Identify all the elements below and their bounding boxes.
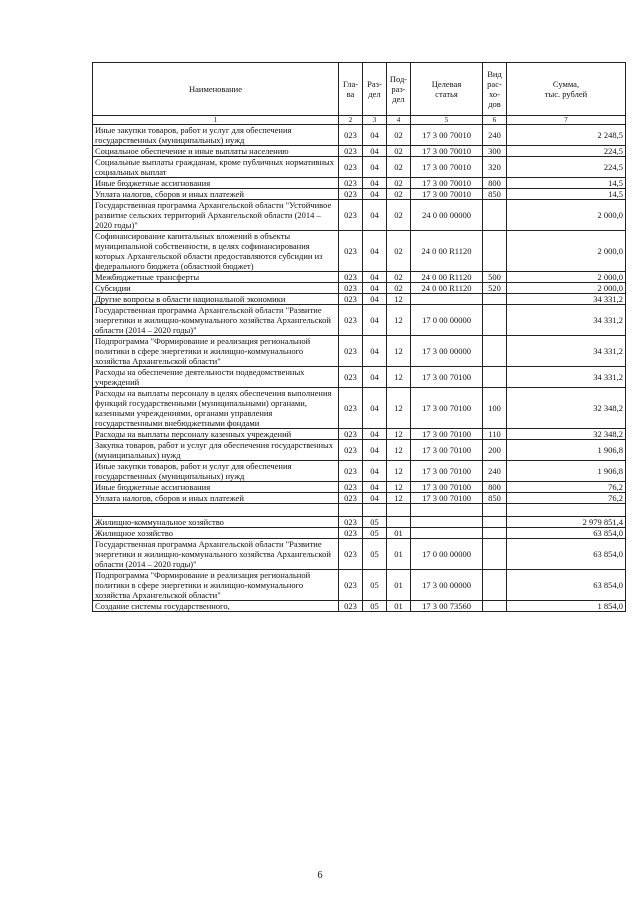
row-amount: 34 331,2 [507,367,626,388]
row-target: 24 0 00 00000 [411,200,483,231]
row-target: 17 3 00 70010 [411,178,483,189]
row-subsection: 02 [387,283,411,294]
row-name: Расходы на обеспечение деятельности подведомственных учреждений [93,367,339,388]
row-target [411,294,483,305]
row-target: 17 3 00 70100 [411,482,483,493]
table-row [93,493,626,504]
row-expense-type [483,601,507,612]
row-subsection: 12 [387,388,411,429]
row-chapter: 023 [339,336,363,367]
row-target: 17 3 00 00000 [411,336,483,367]
row-chapter: 023 [339,461,363,482]
table-row [93,528,626,539]
row-expense-type: 110 [483,429,507,440]
table-body [93,125,626,612]
row-name: Создание системы государственного, [93,601,339,612]
table-row [93,388,626,429]
row-amount: 63 854,0 [507,528,626,539]
row-name: Государственная программа Архангельской области "Развитие энергетики и жилищно-коммунального хозяйства Архангельской области (2014 – 2020 годы)" [93,539,339,570]
row-name: Государственная программа Архангельской области "Устойчивое развитие сельских территорий Архангельской области (2014 – 2020 годы)" [93,200,339,231]
row-chapter: 023 [339,429,363,440]
row-chapter: 023 [339,157,363,178]
row-section: 04 [363,305,387,336]
row-expense-type: 200 [483,440,507,461]
row-expense-type: 800 [483,482,507,493]
row-amount: 2 000,0 [507,283,626,294]
row-target: 17 3 00 70100 [411,388,483,429]
table-row [93,200,626,231]
row-section: 04 [363,200,387,231]
row-amount: 2 248,5 [507,125,626,146]
row-section: 04 [363,440,387,461]
row-subsection: 02 [387,200,411,231]
row-name: Другие вопросы в области национальной экономики [93,294,339,305]
row-expense-type [483,528,507,539]
row-section: 04 [363,283,387,294]
page-number: 6 [317,870,323,881]
column-number: 5 [411,116,483,125]
row-chapter: 023 [339,305,363,336]
table-row [93,294,626,305]
row-subsection [387,517,411,528]
table-row [93,146,626,157]
row-subsection [387,504,411,517]
row-target: 24 0 00 R1120 [411,231,483,272]
row-subsection: 12 [387,440,411,461]
row-target: 24 0 00 R1120 [411,272,483,283]
column-number: 3 [363,116,387,125]
row-amount: 1 854,0 [507,601,626,612]
row-section: 05 [363,528,387,539]
header-target: Целевая статья [411,63,483,116]
row-subsection: 12 [387,367,411,388]
row-amount: 32 348,2 [507,388,626,429]
row-subsection: 01 [387,528,411,539]
row-chapter: 023 [339,294,363,305]
row-chapter: 023 [339,601,363,612]
row-expense-type [483,336,507,367]
row-expense-type: 500 [483,272,507,283]
row-chapter: 023 [339,517,363,528]
column-number: 1 [93,116,339,125]
row-section: 04 [363,157,387,178]
row-name: Социальные выплаты гражданам, кроме публичных нормативных социальных выплат [93,157,339,178]
row-name: Иные бюджетные ассигнования [93,178,339,189]
row-target: 24 0 00 R1120 [411,283,483,294]
header-expense-type: Вид рас- хо- дов [483,63,507,116]
table-row [93,125,626,146]
row-expense-type: 520 [483,283,507,294]
row-section: 04 [363,493,387,504]
row-subsection: 02 [387,272,411,283]
row-amount: 224,5 [507,146,626,157]
row-chapter: 023 [339,482,363,493]
row-name: Софинансирование капитальных вложений в объекты муниципальной собственности, в целях софинансирования которых Архангельской области предоставляются субсидии из федерального бюджета (областной бюджет) [93,231,339,272]
table-row [93,461,626,482]
row-target: 17 3 00 70100 [411,429,483,440]
row-expense-type [483,517,507,528]
row-amount: 2 000,0 [507,231,626,272]
row-section: 04 [363,146,387,157]
table-row [93,189,626,200]
row-name: Уплата налогов, сборов и иных платежей [93,189,339,200]
row-name: Государственная программа Архангельской области "Развитие энергетики и жилищно-коммунального хозяйства Архангельской области (2014 – 2020 годы)" [93,305,339,336]
column-number: 6 [483,116,507,125]
row-subsection: 02 [387,125,411,146]
row-section: 04 [363,189,387,200]
row-amount: 2 000,0 [507,200,626,231]
document-page [92,62,625,612]
row-name: Субсидии [93,283,339,294]
table-row [93,504,626,517]
row-target: 17 3 00 70010 [411,157,483,178]
column-number: 7 [507,116,626,125]
row-name: Социальное обеспечение и иные выплаты населению [93,146,339,157]
table-row [93,539,626,570]
column-number: 2 [339,116,363,125]
row-expense-type: 850 [483,493,507,504]
row-expense-type [483,367,507,388]
row-chapter: 023 [339,146,363,157]
row-subsection: 12 [387,305,411,336]
row-section: 04 [363,482,387,493]
row-amount: 76,2 [507,482,626,493]
table-row [93,231,626,272]
row-name: Уплата налогов, сборов и иных платежей [93,493,339,504]
row-chapter: 023 [339,367,363,388]
row-amount: 2 979 851,4 [507,517,626,528]
row-expense-type [483,570,507,601]
row-target: 17 3 00 70100 [411,461,483,482]
table-row [93,429,626,440]
row-chapter: 023 [339,272,363,283]
row-amount: 2 000,0 [507,272,626,283]
row-subsection: 01 [387,601,411,612]
table-row [93,305,626,336]
row-chapter: 023 [339,440,363,461]
row-subsection: 12 [387,461,411,482]
row-name: Жилищно-коммунальное хозяйство [93,517,339,528]
row-section: 04 [363,388,387,429]
row-amount: 14,5 [507,189,626,200]
row-amount: 34 331,2 [507,305,626,336]
row-expense-type: 850 [483,189,507,200]
row-target [411,528,483,539]
row-amount: 63 854,0 [507,570,626,601]
header-subsection: Под- раз- дел [387,63,411,116]
row-name: Иные бюджетные ассигнования [93,482,339,493]
row-name: Подпрограмма "Формирование и реализация региональной политики в сфере энергетики и жилищно-коммунального хозяйства Архангельской области" [93,336,339,367]
row-expense-type [483,305,507,336]
row-name: Подпрограмма "Формирование и реализация региональной политики в сфере энергетики и жилищно-коммунального хозяйства Архангельской области" [93,570,339,601]
table-row [93,367,626,388]
table-row [93,570,626,601]
row-target: 17 0 00 00000 [411,305,483,336]
budget-table [92,62,626,612]
header-chapter: Гла- ва [339,63,363,116]
row-section [363,504,387,517]
row-amount: 34 331,2 [507,336,626,367]
row-expense-type: 300 [483,146,507,157]
table-row [93,440,626,461]
row-chapter: 023 [339,539,363,570]
row-target [411,504,483,517]
row-section: 05 [363,517,387,528]
row-amount: 34 331,2 [507,294,626,305]
table-header-row [93,63,626,116]
row-subsection: 12 [387,482,411,493]
row-expense-type: 800 [483,178,507,189]
table-row [93,517,626,528]
header-section: Раз- дел [363,63,387,116]
row-target: 17 3 00 70010 [411,189,483,200]
row-subsection: 02 [387,157,411,178]
table-row [93,283,626,294]
row-target: 17 0 00 00000 [411,539,483,570]
row-section: 05 [363,601,387,612]
row-section: 04 [363,231,387,272]
row-expense-type: 240 [483,125,507,146]
row-amount: 224,5 [507,157,626,178]
row-subsection: 12 [387,294,411,305]
header-amount: Сумма, тыс. рублей [507,63,626,116]
row-section: 04 [363,461,387,482]
row-chapter: 023 [339,283,363,294]
row-section: 04 [363,429,387,440]
row-section: 04 [363,367,387,388]
row-name: Иные закупки товаров, работ и услуг для обеспечения государственных (муниципальных) нужд [93,125,339,146]
table-row [93,601,626,612]
row-section: 04 [363,125,387,146]
row-subsection: 02 [387,231,411,272]
row-chapter: 023 [339,570,363,601]
row-amount [507,504,626,517]
row-name: Иные закупки товаров, работ и услуг для обеспечения государственных (муниципальных) нужд [93,461,339,482]
row-chapter: 023 [339,231,363,272]
row-amount: 63 854,0 [507,539,626,570]
row-target: 17 3 00 70010 [411,146,483,157]
row-chapter: 023 [339,125,363,146]
row-target [411,517,483,528]
row-subsection: 02 [387,178,411,189]
row-expense-type: 320 [483,157,507,178]
row-name: Расходы на выплаты персоналу в целях обеспечения выполнения функций государственными (муниципальными) органами, казенными учреждениями, органами управления государственными внебюджетными фондами [93,388,339,429]
row-section: 05 [363,570,387,601]
row-chapter: 023 [339,388,363,429]
row-name [93,504,339,517]
row-section: 04 [363,294,387,305]
table-row [93,336,626,367]
row-target: 17 3 00 73560 [411,601,483,612]
row-amount: 32 348,2 [507,429,626,440]
table-row [93,482,626,493]
row-target: 17 3 00 70100 [411,440,483,461]
row-expense-type [483,294,507,305]
row-expense-type [483,231,507,272]
row-subsection: 01 [387,570,411,601]
row-subsection: 12 [387,493,411,504]
row-chapter: 023 [339,189,363,200]
row-subsection: 01 [387,539,411,570]
row-name: Расходы на выплаты персоналу казенных учреждений [93,429,339,440]
row-section: 05 [363,539,387,570]
row-amount: 14,5 [507,178,626,189]
row-chapter: 023 [339,493,363,504]
row-amount: 76,2 [507,493,626,504]
row-expense-type [483,200,507,231]
row-amount: 1 906,8 [507,461,626,482]
row-chapter: 023 [339,200,363,231]
row-target: 17 3 00 70100 [411,493,483,504]
row-chapter [339,504,363,517]
row-expense-type: 100 [483,388,507,429]
row-target: 17 3 00 70010 [411,125,483,146]
row-name: Межбюджетные трансферты [93,272,339,283]
header-name: Наименование [93,63,339,116]
row-expense-type: 240 [483,461,507,482]
row-section: 04 [363,178,387,189]
row-target: 17 3 00 00000 [411,570,483,601]
row-subsection: 02 [387,189,411,200]
row-name: Жилищное хозяйство [93,528,339,539]
row-subsection: 12 [387,336,411,367]
row-expense-type [483,504,507,517]
row-chapter: 023 [339,178,363,189]
column-number: 4 [387,116,411,125]
table-row [93,178,626,189]
row-name: Закупка товаров, работ и услуг для обеспечения государственных (муниципальных) нужд [93,440,339,461]
row-expense-type [483,539,507,570]
row-section: 04 [363,336,387,367]
row-subsection: 12 [387,429,411,440]
row-section: 04 [363,272,387,283]
table-row [93,272,626,283]
row-amount: 1 906,8 [507,440,626,461]
row-chapter: 023 [339,528,363,539]
row-subsection: 02 [387,146,411,157]
column-number-row [93,116,626,125]
row-target: 17 3 00 70100 [411,367,483,388]
table-row [93,157,626,178]
